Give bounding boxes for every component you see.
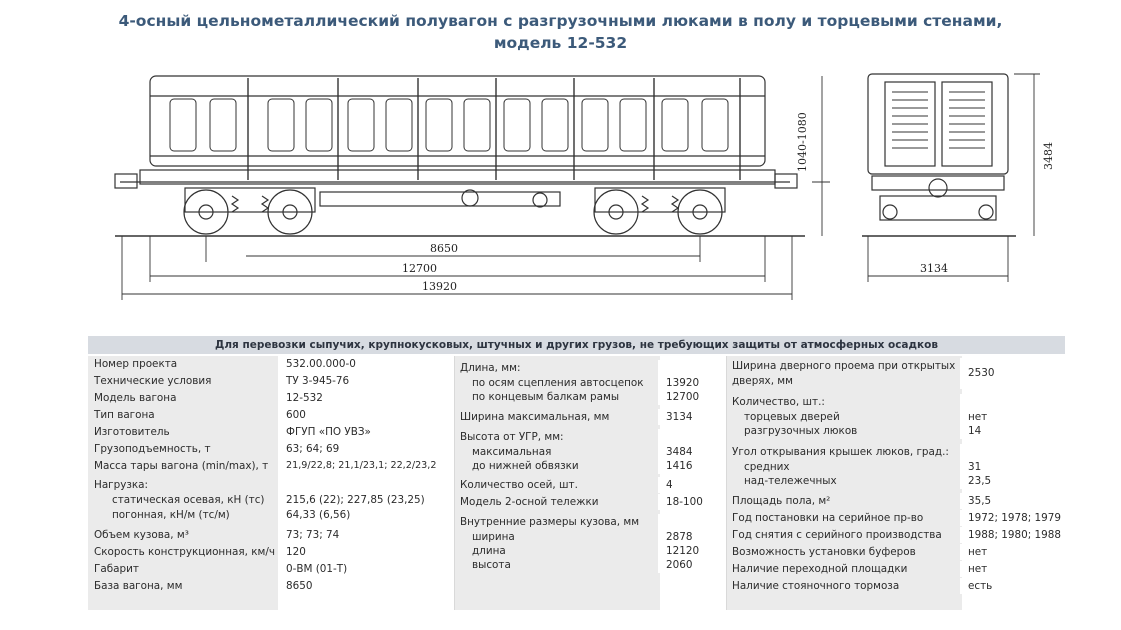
row-angle: Угол открывания крышек люков, град.:: [726, 444, 962, 460]
row-tu: Технические условия ТУ 3-945-76: [88, 373, 454, 389]
end-dimensions: [868, 74, 1040, 282]
side-view: [115, 76, 805, 236]
table-header: Для перевозки сыпучих, крупнокусковых, штучных и других грузов, не требующих защиты от атмосферных осадков: [88, 336, 1065, 354]
row-width: Ширина максимальная, мм 3134: [454, 409, 726, 425]
row-type: Тип вагона 600: [88, 407, 454, 423]
end-view: [862, 74, 1016, 236]
dim-height-left: 1040-1080: [796, 112, 809, 172]
spec-table: [88, 356, 1065, 610]
row-model: Модель вагона 12-532: [88, 390, 454, 406]
row-inner: Внутренние размеры кузова, мм: [454, 514, 660, 530]
dim-3134: 3134: [920, 262, 948, 275]
row-height-max: максимальная 3484: [454, 444, 726, 460]
row-load-axle: статическая осевая, кН (тс) 215,6 (22); 227,85 (23,25): [88, 492, 454, 508]
row-inner-length: длина 12120: [454, 543, 726, 559]
row-length: Длина, мм:: [454, 360, 660, 376]
row-door-1: Ширина дверного проема при открытых: [726, 358, 962, 374]
row-end: Год снятия с серийного производства 1988; 1980; 1988: [726, 527, 1065, 543]
row-count-end: торцевых дверей нет: [726, 409, 1065, 425]
row-tare: Масса тары вагона (min/max), т 21,9/22,8; 21,1/23,1; 22,2/23,2: [88, 458, 454, 474]
title-line-2: модель 12-532: [493, 34, 628, 52]
title-line-1: 4-осный цельнометаллический полувагон с разгрузочными люками в полу и торцевыми стенами,: [118, 12, 1003, 30]
row-start: Год постановки на серийное пр-во 1972; 1978; 1979: [726, 510, 1065, 526]
row-angle-over: над-тележечных 23,5: [726, 473, 1065, 489]
row-inner-width: ширина 2878: [454, 529, 726, 545]
spec-column-2: [454, 356, 726, 610]
row-angle-mid: средних 31: [726, 459, 1065, 475]
spec-column-3: [726, 356, 1065, 610]
row-load-linear: погонная, кН/м (тс/м) 64,33 (6,56): [88, 507, 454, 523]
row-axles: Количество осей, шт. 4: [454, 477, 726, 493]
row-brake: Наличие стояночного тормоза есть: [726, 578, 1065, 594]
row-buffers: Возможность установки буферов нет: [726, 544, 1065, 560]
row-floor: Площадь пола, м² 35,5: [726, 493, 1065, 509]
row-capacity: Грузоподъемность, т 63; 64; 69: [88, 441, 454, 457]
row-height: Высота от УГР, мм:: [454, 429, 660, 445]
row-door-2: дверях, мм 2530: [726, 373, 1065, 389]
row-height-strap: до нижней обвязки 1416: [454, 458, 726, 474]
row-count-hatch: разгрузочных люков 14: [726, 423, 1065, 439]
row-speed: Скорость конструкционная, км/ч 120: [88, 544, 454, 560]
row-bogie: Модель 2-осной тележки 18-100: [454, 494, 726, 510]
row-gauge: Габарит 0-ВМ (01-Т): [88, 561, 454, 577]
row-length-coupling: по осям сцепления автосцепок 13920: [454, 375, 726, 391]
row-project: Номер проекта 532.00.000-0: [88, 356, 454, 372]
dim-8650: 8650: [430, 242, 458, 255]
row-maker: Изготовитель ФГУП «ПО УВЗ»: [88, 424, 454, 440]
row-volume: Объем кузова, м³ 73; 73; 74: [88, 527, 454, 543]
row-platform: Наличие переходной площадки нет: [726, 561, 1065, 577]
dim-3484: 3484: [1042, 142, 1055, 170]
row-load: Нагрузка:: [88, 477, 280, 493]
row-length-beams: по концевым балкам рамы 12700: [454, 389, 726, 405]
dim-12700: 12700: [402, 262, 437, 275]
dim-13920: 13920: [422, 280, 457, 293]
row-count: Количество, шт.:: [726, 394, 962, 410]
spec-column-1: [88, 356, 454, 610]
row-base: База вагона, мм 8650: [88, 578, 454, 594]
row-inner-height: высота 2060: [454, 557, 726, 573]
